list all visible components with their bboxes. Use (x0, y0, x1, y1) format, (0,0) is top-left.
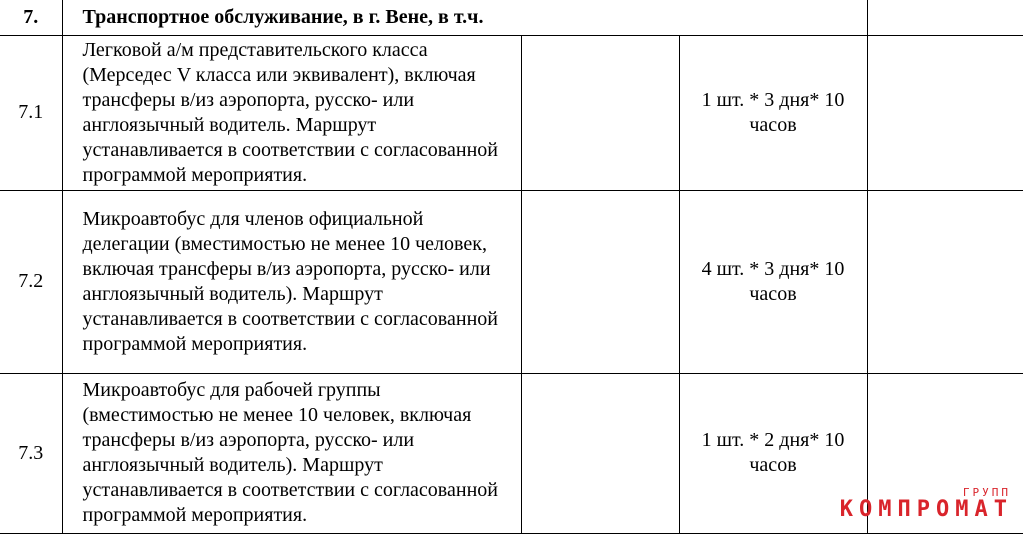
row-number: 7.1 (0, 35, 62, 190)
row-quantity (679, 190, 867, 373)
table-row (0, 35, 1023, 190)
section-title-cell (62, 0, 867, 35)
row-empty-cell (867, 190, 1023, 373)
watermark-top-text: ГРУПП (962, 486, 1011, 499)
row-quantity-line2: часов (749, 454, 797, 476)
row-empty-cell (521, 35, 679, 190)
row-number: 7.2 (0, 190, 62, 373)
row-quantity-line1: 4 шт. * 3 дня* 10 (701, 257, 845, 280)
row-empty-cell (867, 35, 1023, 190)
table-row (0, 190, 1023, 373)
row-description (62, 35, 521, 190)
row-description-text: Микроавтобус для рабочей группы (вместимостью не менее 10 человек, включая трансферы в/из аэропорта, русско- или англоязычный водитель). Маршрут устанавливается в соответствии с согласованной программой мероприятия. (82, 379, 498, 526)
row-quantity-line1: 1 шт. * 2 дня* 10 (701, 429, 845, 451)
row-quantity-line1: 1 шт. * 3 дня* 10 (701, 88, 845, 111)
row-empty-cell (521, 190, 679, 373)
section-title: Транспортное обслуживание, в г. Вене, в т.ч. (82, 5, 484, 28)
row-description (62, 373, 521, 533)
row-description-text: Микроавтобус для членов официальной делегации (вместимостью не менее 10 человек, включая трансферы в/из аэропорта, русско- или англоязычный водитель). Маршрут устанавливается в соответствии с согласованной программой мероприятия. (82, 207, 498, 355)
row-description (62, 190, 521, 373)
row-number: 7.3 (0, 373, 62, 533)
section-header-row (0, 0, 1023, 35)
row-quantity (679, 35, 867, 190)
row-quantity-line2: часов (749, 113, 797, 136)
row-quantity-line2: часов (749, 282, 797, 305)
row-empty-cell (521, 373, 679, 533)
section-empty-cell (867, 0, 1023, 35)
watermark-logo (840, 487, 1013, 521)
row-description-text: Легковой а/м представительского класса (Мерседес V класса или эквивалент), включая трансферы в/из аэропорта, русско- или англоязычный водитель. Маршрут устанавливается в соответствии с согласованной программой мероприятия. (82, 38, 498, 186)
section-number: 7. (0, 0, 62, 35)
watermark-main-text: КОМПРОМАТ (839, 497, 1013, 522)
